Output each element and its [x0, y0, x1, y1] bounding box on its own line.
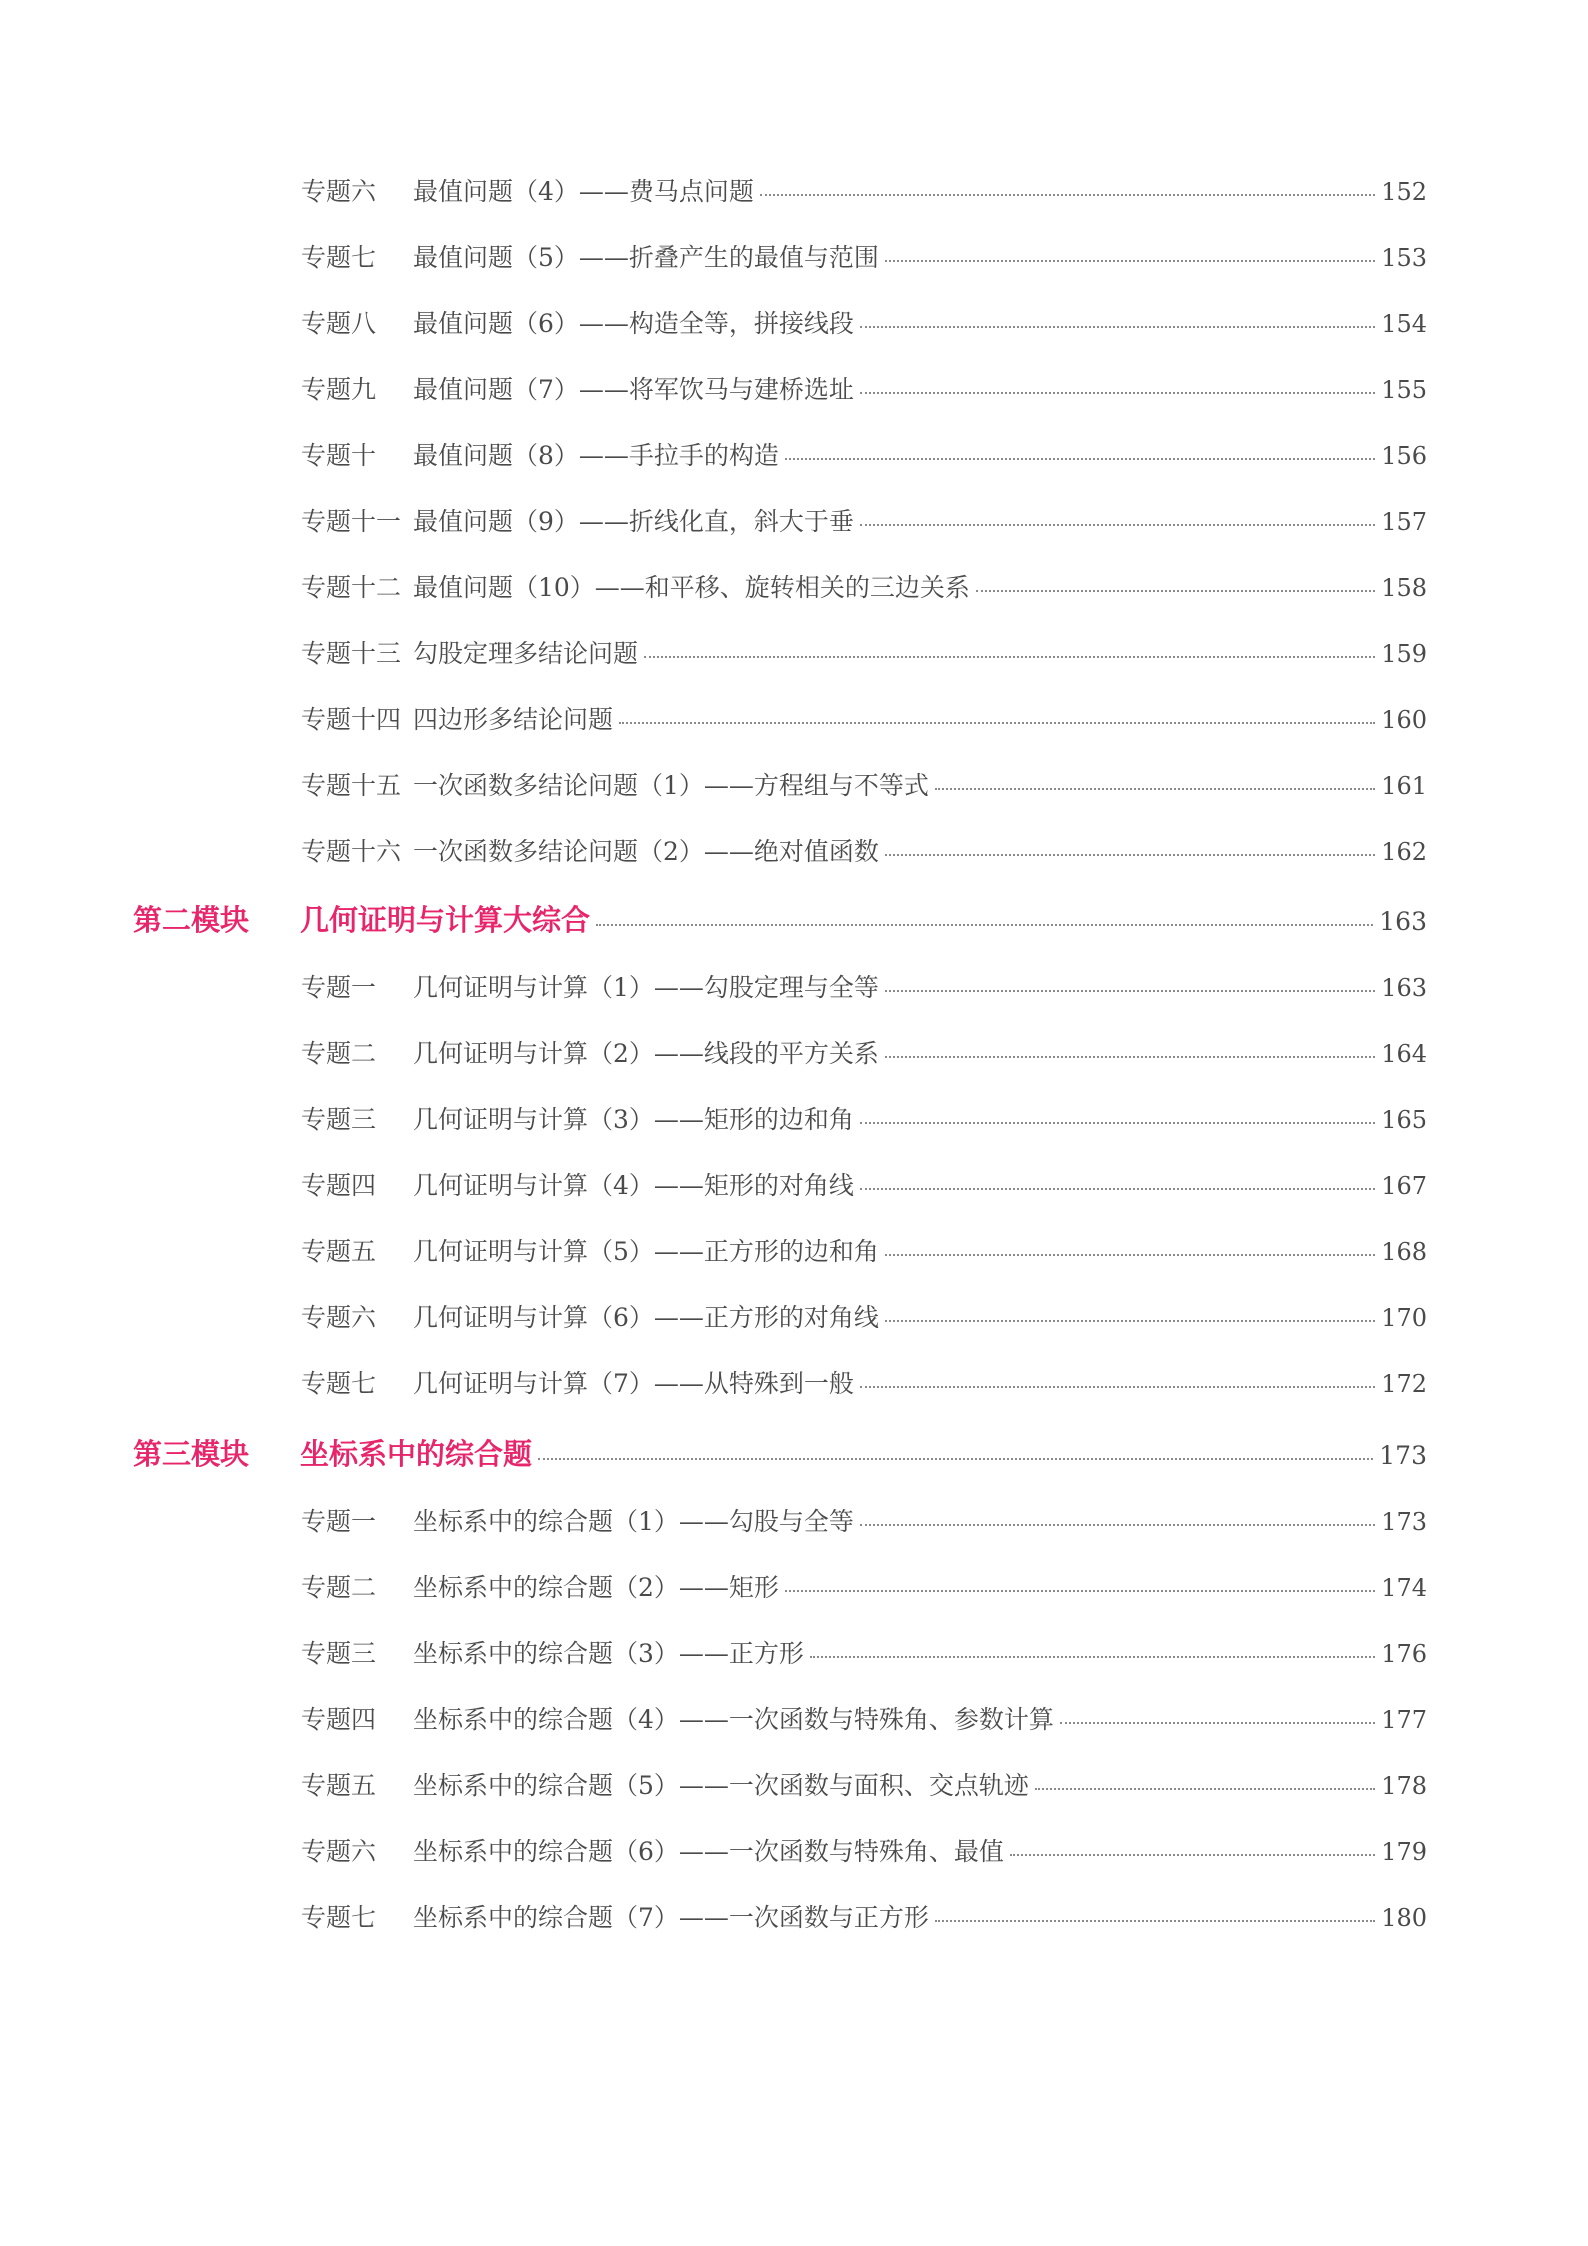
- toc-entry[interactable]: [301, 304, 1427, 340]
- page-number: 174: [1381, 1574, 1427, 1602]
- topic-title: 坐标系中的综合题（1）——勾股与全等: [413, 1507, 854, 1536]
- toc-entry[interactable]: [301, 1568, 1427, 1604]
- topic-title: 最值问题（7）——将军饮马与建桥选址: [413, 375, 854, 404]
- toc-entry[interactable]: [301, 238, 1427, 274]
- dot-leader: [644, 656, 1375, 658]
- toc-entry[interactable]: [301, 634, 1427, 670]
- toc-entry[interactable]: [301, 1832, 1427, 1868]
- topic-label: 专题十二: [301, 573, 402, 602]
- dot-leader: [785, 458, 1375, 460]
- topic-title: 最值问题（10）——和平移、旋转相关的三边关系: [413, 573, 970, 602]
- toc-entry[interactable]: [301, 370, 1427, 406]
- dot-leader: [860, 326, 1375, 328]
- topic-label: 专题十一: [301, 507, 402, 536]
- dot-leader: [538, 1458, 1373, 1460]
- topic-label: 专题十四: [301, 705, 402, 734]
- toc-entry[interactable]: [301, 436, 1427, 472]
- topic-title: 几何证明与计算（2）——线段的平方关系: [413, 1039, 879, 1068]
- topic-label: 专题八: [301, 309, 377, 338]
- topic-label: 专题六: [301, 1837, 377, 1866]
- page-number: 173: [1381, 1508, 1427, 1536]
- toc-entry[interactable]: [301, 1502, 1427, 1538]
- topic-label: 专题十六: [301, 837, 402, 866]
- topic-title: 坐标系中的综合题（6）——一次函数与特殊角、最值: [413, 1837, 1004, 1866]
- page-number: 165: [1381, 1106, 1427, 1134]
- dot-leader: [860, 1524, 1375, 1526]
- dot-leader: [810, 1656, 1375, 1658]
- toc-module-heading[interactable]: [133, 1432, 1427, 1473]
- topic-title: 最值问题（4）——费马点问题: [413, 177, 754, 206]
- page-number: 173: [1379, 1441, 1427, 1470]
- dot-leader: [885, 1320, 1375, 1322]
- topic-title: 几何证明与计算（5）——正方形的边和角: [413, 1237, 879, 1266]
- dot-leader: [935, 788, 1375, 790]
- topic-label: 专题六: [301, 1303, 377, 1332]
- page-number: 168: [1381, 1238, 1427, 1266]
- dot-leader: [885, 854, 1375, 856]
- page-number: 177: [1381, 1706, 1427, 1734]
- topic-label: 专题三: [301, 1639, 377, 1668]
- page-number: 163: [1381, 974, 1427, 1002]
- dot-leader: [619, 722, 1375, 724]
- topic-label: 专题四: [301, 1171, 377, 1200]
- topic-label: 专题五: [301, 1771, 377, 1800]
- dot-leader: [596, 924, 1373, 926]
- dot-leader: [885, 990, 1375, 992]
- topic-label: 专题二: [301, 1039, 377, 1068]
- topic-label: 专题七: [301, 1903, 377, 1932]
- topic-title: 坐标系中的综合题（3）——正方形: [413, 1639, 804, 1668]
- module-title: 坐标系中的综合题: [300, 1437, 533, 1471]
- toc-entry[interactable]: [301, 172, 1427, 208]
- topic-title: 几何证明与计算（6）——正方形的对角线: [413, 1303, 879, 1332]
- page-number: 157: [1381, 508, 1427, 536]
- topic-label: 专题七: [301, 243, 377, 272]
- topic-title: 坐标系中的综合题（5）——一次函数与面积、交点轨迹: [413, 1771, 1029, 1800]
- topic-label: 专题五: [301, 1237, 377, 1266]
- topic-title: 一次函数多结论问题（2）——绝对值函数: [413, 837, 879, 866]
- page-number: 158: [1381, 574, 1427, 602]
- topic-label: 专题三: [301, 1105, 377, 1134]
- page-number: 162: [1381, 838, 1427, 866]
- page-number: 179: [1381, 1838, 1427, 1866]
- topic-title: 几何证明与计算（7）——从特殊到一般: [413, 1369, 854, 1398]
- page-number: 160: [1381, 706, 1427, 734]
- dot-leader: [785, 1590, 1375, 1592]
- toc-entry[interactable]: [301, 1634, 1427, 1670]
- topic-label: 专题一: [301, 1507, 377, 1536]
- toc-entry[interactable]: [301, 1034, 1427, 1070]
- dot-leader: [860, 392, 1375, 394]
- topic-label: 专题四: [301, 1705, 377, 1734]
- topic-title: 几何证明与计算（1）——勾股定理与全等: [413, 973, 879, 1002]
- module-label: 第三模块: [133, 1437, 250, 1471]
- page-number: 163: [1379, 907, 1427, 936]
- topic-label: 专题七: [301, 1369, 377, 1398]
- toc-module-heading[interactable]: [133, 898, 1427, 939]
- topic-title: 几何证明与计算（4）——矩形的对角线: [413, 1171, 854, 1200]
- toc-entry[interactable]: [301, 1298, 1427, 1334]
- page-number: 161: [1381, 772, 1427, 800]
- topic-title: 勾股定理多结论问题: [413, 639, 639, 668]
- topic-title: 最值问题（9）——折线化直，斜大于垂: [413, 507, 854, 536]
- module-label: 第二模块: [133, 903, 250, 937]
- toc-entry[interactable]: [301, 832, 1427, 868]
- dot-leader: [860, 1386, 1375, 1388]
- page-number: 159: [1381, 640, 1427, 668]
- toc-entry[interactable]: [301, 968, 1427, 1004]
- topic-label: 专题十五: [301, 771, 402, 800]
- toc-entry[interactable]: [301, 1364, 1427, 1400]
- dot-leader: [976, 590, 1375, 592]
- module-title: 几何证明与计算大综合: [300, 903, 591, 937]
- toc-entry[interactable]: [301, 766, 1427, 802]
- dot-leader: [885, 1056, 1375, 1058]
- page-number: 155: [1381, 376, 1427, 404]
- toc-entry[interactable]: [301, 1232, 1427, 1268]
- page-number: 180: [1381, 1904, 1427, 1932]
- topic-label: 专题九: [301, 375, 377, 404]
- topic-label: 专题一: [301, 973, 377, 1002]
- page-number: 170: [1381, 1304, 1427, 1332]
- page-number: 178: [1381, 1772, 1427, 1800]
- topic-title: 几何证明与计算（3）——矩形的边和角: [413, 1105, 854, 1134]
- topic-title: 坐标系中的综合题（2）——矩形: [413, 1573, 779, 1602]
- toc-entry[interactable]: [301, 1766, 1427, 1802]
- topic-title: 四边形多结论问题: [413, 705, 614, 734]
- topic-title: 最值问题（5）——折叠产生的最值与范围: [413, 243, 879, 272]
- topic-title: 一次函数多结论问题（1）——方程组与不等式: [413, 771, 929, 800]
- toc-entry[interactable]: [301, 1166, 1427, 1202]
- dot-leader: [885, 260, 1375, 262]
- toc-entry[interactable]: [301, 1100, 1427, 1136]
- topic-label: 专题二: [301, 1573, 377, 1602]
- topic-title: 坐标系中的综合题（7）——一次函数与正方形: [413, 1903, 929, 1932]
- dot-leader: [1010, 1854, 1375, 1856]
- toc-entry[interactable]: [301, 502, 1427, 538]
- dot-leader: [1060, 1722, 1375, 1724]
- page-number: 152: [1381, 178, 1427, 206]
- dot-leader: [885, 1254, 1375, 1256]
- dot-leader: [935, 1920, 1375, 1922]
- topic-label: 专题十: [301, 441, 377, 470]
- topic-label: 专题六: [301, 177, 377, 206]
- topic-title: 最值问题（6）——构造全等，拼接线段: [413, 309, 854, 338]
- dot-leader: [760, 194, 1375, 196]
- page-number: 172: [1381, 1370, 1427, 1398]
- page-number: 156: [1381, 442, 1427, 470]
- page-number: 164: [1381, 1040, 1427, 1068]
- dot-leader: [1035, 1788, 1375, 1790]
- page-number: 153: [1381, 244, 1427, 272]
- topic-title: 坐标系中的综合题（4）——一次函数与特殊角、参数计算: [413, 1705, 1054, 1734]
- page-number: 154: [1381, 310, 1427, 338]
- dot-leader: [860, 524, 1375, 526]
- toc-entry[interactable]: [301, 700, 1427, 736]
- toc-entry[interactable]: [301, 1898, 1427, 1934]
- page-number: 167: [1381, 1172, 1427, 1200]
- topic-title: 最值问题（8）——手拉手的构造: [413, 441, 779, 470]
- toc-entry[interactable]: [301, 568, 1427, 604]
- toc-entry[interactable]: [301, 1700, 1427, 1736]
- dot-leader: [860, 1188, 1375, 1190]
- page-number: 176: [1381, 1640, 1427, 1668]
- dot-leader: [860, 1122, 1375, 1124]
- topic-label: 专题十三: [301, 639, 402, 668]
